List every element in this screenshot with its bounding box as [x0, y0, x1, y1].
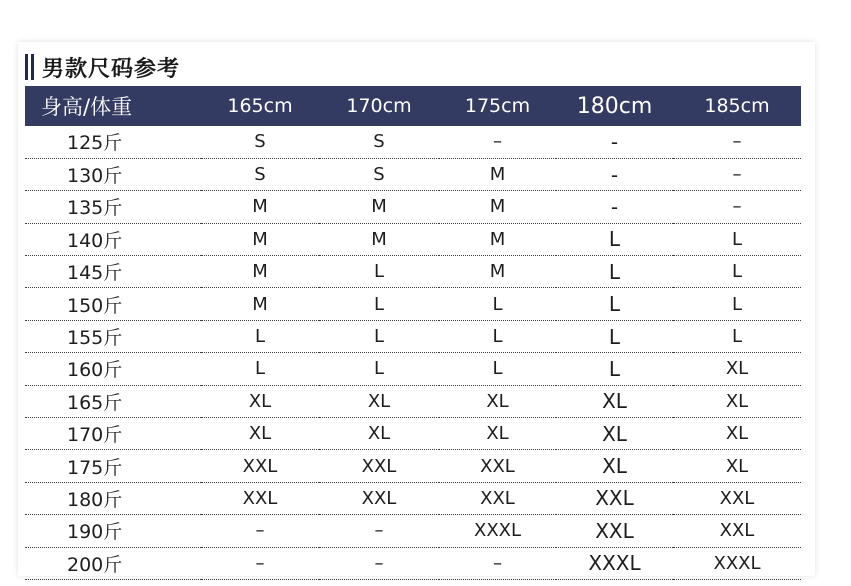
size-cell: –	[201, 547, 319, 579]
size-cell: –	[439, 126, 556, 158]
size-cell: XL	[439, 418, 556, 450]
weight-cell: 125斤	[25, 126, 201, 158]
size-cell: XL	[319, 385, 439, 417]
size-cell: S	[319, 158, 439, 190]
header-165cm: 165cm	[227, 95, 293, 117]
table-row	[25, 547, 801, 579]
size-cell: M	[439, 256, 556, 288]
size-table	[25, 86, 801, 580]
size-cell: L	[201, 353, 319, 385]
size-cell: –	[673, 191, 801, 223]
size-cell: L	[673, 223, 801, 255]
header-180cm: 180cm	[576, 93, 653, 119]
size-cell: L	[319, 288, 439, 320]
size-cell: L	[673, 288, 801, 320]
size-cell: L	[201, 320, 319, 352]
weight-cell: 200斤	[25, 547, 201, 579]
size-cell: XXL	[673, 482, 801, 514]
weight-cell: 175斤	[25, 450, 201, 482]
table-row	[25, 191, 801, 223]
size-cell: XXL	[319, 482, 439, 514]
size-cell: -	[556, 158, 673, 190]
size-cell: XL	[673, 385, 801, 417]
size-cell: –	[201, 515, 319, 547]
weight-cell: 155斤	[25, 320, 201, 352]
accent-bar	[31, 54, 34, 80]
size-cell: XXL	[319, 450, 439, 482]
size-cell: –	[319, 515, 439, 547]
table-row	[25, 385, 801, 417]
size-cell: -	[556, 126, 673, 158]
size-cell: XL	[201, 385, 319, 417]
size-cell: XXL	[439, 450, 556, 482]
table-row	[25, 158, 801, 190]
size-cell: L	[556, 223, 673, 255]
size-cell: XL	[556, 450, 673, 482]
size-cell: XXXL	[439, 515, 556, 547]
table-row	[25, 126, 801, 158]
page-title: 男款尺码参考	[42, 56, 181, 82]
weight-cell: 190斤	[25, 515, 201, 547]
table-row	[25, 320, 801, 352]
size-cell: XL	[439, 385, 556, 417]
size-cell: XXL	[439, 482, 556, 514]
size-cell: L	[319, 320, 439, 352]
size-cell: L	[319, 353, 439, 385]
size-cell: XL	[201, 418, 319, 450]
table-row	[25, 450, 801, 482]
size-cell: M	[201, 256, 319, 288]
table-header	[25, 86, 801, 126]
size-cell: XXXL	[673, 547, 801, 579]
size-cell: XXL	[556, 482, 673, 514]
size-cell: S	[201, 158, 319, 190]
size-cell: L	[439, 288, 556, 320]
table-body	[25, 126, 801, 579]
size-cell: M	[319, 223, 439, 255]
size-cell: M	[319, 191, 439, 223]
size-cell: L	[673, 256, 801, 288]
table-row	[25, 256, 801, 288]
size-cell: S	[319, 126, 439, 158]
size-cell: XXL	[201, 450, 319, 482]
weight-cell: 140斤	[25, 223, 201, 255]
weight-cell: 165斤	[25, 385, 201, 417]
size-cell: XXL	[556, 515, 673, 547]
size-cell: L	[556, 353, 673, 385]
size-cell: XXL	[201, 482, 319, 514]
size-cell: L	[556, 320, 673, 352]
size-cell: –	[673, 126, 801, 158]
weight-cell: 150斤	[25, 288, 201, 320]
size-cell: L	[319, 256, 439, 288]
size-cell: M	[439, 223, 556, 255]
size-cell: XL	[319, 418, 439, 450]
table-row	[25, 482, 801, 514]
size-cell: –	[319, 547, 439, 579]
weight-cell: 160斤	[25, 353, 201, 385]
table-row	[25, 515, 801, 547]
weight-cell: 135斤	[25, 191, 201, 223]
size-cell: L	[439, 320, 556, 352]
size-cell: XL	[673, 418, 801, 450]
size-cell: L	[556, 256, 673, 288]
size-cell: S	[201, 126, 319, 158]
size-cell: XL	[673, 353, 801, 385]
size-cell: M	[201, 288, 319, 320]
weight-cell: 145斤	[25, 256, 201, 288]
size-cell: M	[439, 191, 556, 223]
size-cell: –	[673, 158, 801, 190]
table-row	[25, 288, 801, 320]
size-cell: XXXL	[556, 547, 673, 579]
header-175cm: 175cm	[464, 95, 531, 117]
table-row	[25, 418, 801, 450]
size-cell: M	[439, 158, 556, 190]
table-row	[25, 353, 801, 385]
table-row	[25, 223, 801, 255]
size-cell: XL	[556, 418, 673, 450]
size-cell: XXL	[673, 515, 801, 547]
size-cell: L	[556, 288, 673, 320]
weight-cell: 170斤	[25, 418, 201, 450]
header-row	[25, 86, 801, 126]
weight-cell: 180斤	[25, 482, 201, 514]
size-cell: L	[439, 353, 556, 385]
weight-cell: 130斤	[25, 158, 201, 190]
size-cell: –	[439, 547, 556, 579]
header-185cm: 185cm	[704, 95, 770, 117]
header-170cm: 170cm	[346, 95, 412, 117]
size-cell: XL	[556, 385, 673, 417]
size-cell: M	[201, 223, 319, 255]
accent-bar	[25, 54, 28, 80]
size-cell: -	[556, 191, 673, 223]
header-height-weight: 身高/体重	[41, 95, 133, 119]
size-cell: L	[673, 320, 801, 352]
size-cell: XL	[673, 450, 801, 482]
title-row	[25, 50, 180, 84]
size-cell: M	[201, 191, 319, 223]
title-accent-bars	[25, 54, 34, 80]
